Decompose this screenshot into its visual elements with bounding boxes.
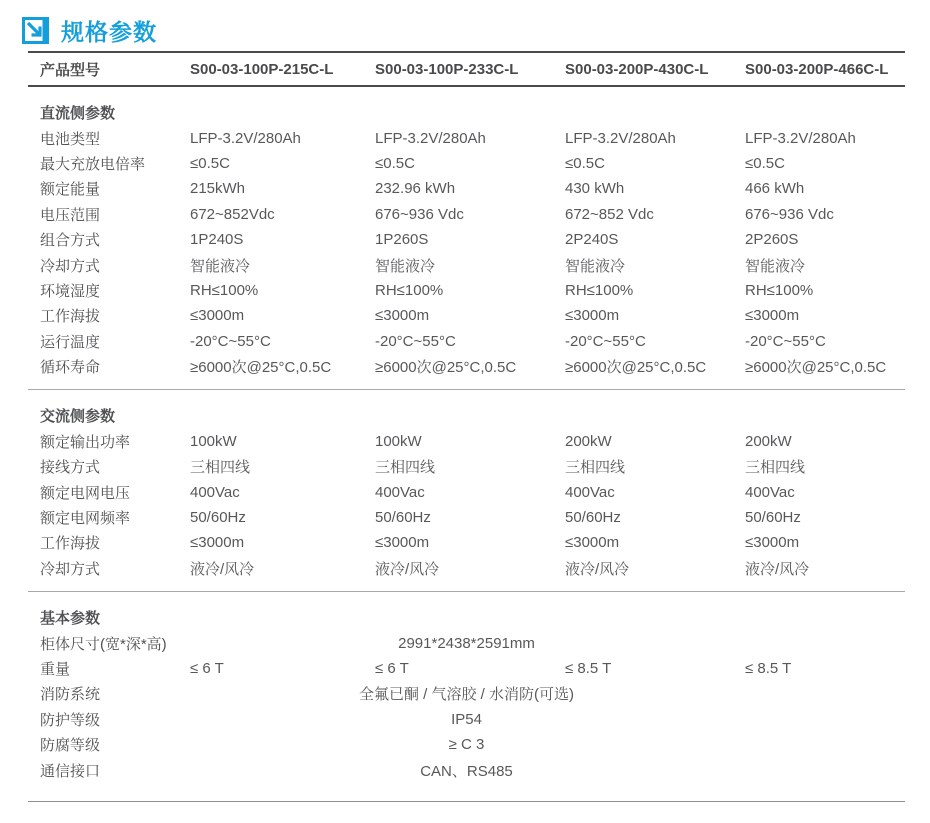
spec-row-value: 智能液冷 <box>745 257 806 275</box>
spec-row-value: 400Vac <box>745 483 795 501</box>
spec-table <box>28 51 905 802</box>
spec-row-value: 215kWh <box>190 180 246 198</box>
spec-row-label: 接线方式 <box>40 459 101 477</box>
spec-row <box>28 707 905 732</box>
spec-section <box>28 591 905 802</box>
spec-row-value: 672~852Vdc <box>190 205 275 223</box>
product-model-header: S00-03-200P-430C-L <box>565 60 709 78</box>
spec-row-label: 防腐等级 <box>40 737 101 755</box>
spec-row-value: RH≤100% <box>375 281 444 299</box>
spec-row <box>28 630 905 655</box>
spec-row-value: -20°C~55°C <box>565 332 646 350</box>
spec-row-value: 50/60Hz <box>745 509 801 527</box>
spec-row <box>28 227 905 252</box>
section-title-row <box>28 403 905 428</box>
spec-row-value: 672~852 Vdc <box>565 205 654 223</box>
spec-row <box>28 125 905 150</box>
spec-row-value: ≤0.5C <box>190 154 230 172</box>
spec-row-value: ≤3000m <box>190 307 245 325</box>
spec-row-value: 1P240S <box>190 231 244 249</box>
spec-row-label: 电池类型 <box>40 130 101 148</box>
table-header-row <box>28 56 905 82</box>
spec-row-value: LFP-3.2V/280Ah <box>745 129 856 147</box>
spec-row-value: LFP-3.2V/280Ah <box>375 129 486 147</box>
spec-row-value: 液冷/风冷 <box>190 560 255 578</box>
spec-row <box>28 176 905 201</box>
spec-row-label: 额定电网电压 <box>40 484 131 502</box>
spec-row-label: 通信接口 <box>40 762 101 780</box>
spec-row <box>28 556 905 581</box>
spec-row-value: 400Vac <box>565 483 615 501</box>
spec-row-label: 额定能量 <box>40 181 101 199</box>
spec-row <box>28 329 905 354</box>
page-title: 规格参数 <box>61 18 157 45</box>
spec-row-value: 100kW <box>190 432 237 450</box>
spec-row-value: ≥6000次@25°C,0.5C <box>375 359 517 377</box>
spec-row-label: 柜体尺寸(宽*深*高) <box>40 635 167 653</box>
spec-section <box>28 87 905 389</box>
spec-row-value: ≤0.5C <box>375 154 415 172</box>
spec-row-value: 50/60Hz <box>375 509 431 527</box>
spec-row-value: 液冷/风冷 <box>565 560 630 578</box>
spec-row-label: 冷却方式 <box>40 257 101 275</box>
spec-row-label: 环境湿度 <box>40 282 101 300</box>
spec-row <box>28 757 905 782</box>
spec-row-value: 2P260S <box>745 231 799 249</box>
section-title: 交流侧参数 <box>40 408 116 426</box>
spec-row-value: ≤3000m <box>190 534 245 552</box>
spec-row-label: 冷却方式 <box>40 560 101 578</box>
spec-row-shared-value: 全氟已酮 / 气溶胶 / 水消防(可选) <box>359 686 574 704</box>
spec-row-value: 三相四线 <box>190 459 251 477</box>
spec-row-label: 工作海拔 <box>40 308 101 326</box>
spec-row-value: 三相四线 <box>565 459 626 477</box>
spec-row-value: ≤3000m <box>375 307 430 325</box>
spec-row-label: 电压范围 <box>40 206 101 224</box>
spec-row-value: ≤0.5C <box>745 154 785 172</box>
spec-row-value: 2P240S <box>565 231 619 249</box>
spec-row-label: 重量 <box>40 661 71 678</box>
spec-row-value: RH≤100% <box>190 281 259 299</box>
spec-section <box>28 389 905 591</box>
product-model-header-label: 产品型号 <box>40 61 101 79</box>
section-title: 基本参数 <box>40 610 101 628</box>
spec-row <box>28 479 905 504</box>
spec-row-value: 液冷/风冷 <box>375 560 440 578</box>
spec-row-value: ≤3000m <box>565 307 620 325</box>
spec-row-label: 循环寿命 <box>40 359 101 377</box>
spec-row-value: 三相四线 <box>745 459 806 477</box>
spec-row-label: 防护等级 <box>40 711 101 729</box>
spec-row-value: ≤ 8.5 T <box>745 660 792 677</box>
spec-row-value: 430 kWh <box>565 180 625 198</box>
spec-row-value: 50/60Hz <box>190 509 246 527</box>
spec-row-shared-value: IP54 <box>451 710 482 728</box>
spec-row-label: 工作海拔 <box>40 535 101 553</box>
spec-row-value: ≤ 8.5 T <box>565 660 612 677</box>
section-title-row <box>28 100 905 125</box>
spec-row <box>28 354 905 379</box>
spec-row-value: 676~936 Vdc <box>375 205 464 223</box>
spec-row <box>28 429 905 454</box>
spec-row-value: -20°C~55°C <box>745 332 826 350</box>
spec-row-value: RH≤100% <box>565 281 634 299</box>
spec-row-shared-value: 2991*2438*2591mm <box>398 634 535 652</box>
spec-row <box>28 530 905 555</box>
spec-row <box>28 151 905 176</box>
spec-row <box>28 454 905 479</box>
spec-row-value: ≤ 6 T <box>375 660 409 677</box>
spec-row-value: ≤3000m <box>565 534 620 552</box>
spec-row-value: 50/60Hz <box>565 509 621 527</box>
product-model-header: S00-03-200P-466C-L <box>745 60 889 78</box>
spec-row-label: 消防系统 <box>40 686 101 704</box>
spec-row-value: ≤3000m <box>745 307 800 325</box>
product-model-header: S00-03-100P-215C-L <box>190 60 334 78</box>
spec-row-label: 额定输出功率 <box>40 433 131 451</box>
spec-row-value: 智能液冷 <box>565 257 626 275</box>
spec-row-label: 额定电网频率 <box>40 510 131 528</box>
spec-row-value: ≥6000次@25°C,0.5C <box>190 359 332 377</box>
spec-row-value: 液冷/风冷 <box>745 560 810 578</box>
spec-row-label: 最大充放电倍率 <box>40 155 146 173</box>
spec-row-value: ≤3000m <box>375 534 430 552</box>
spec-row-value: -20°C~55°C <box>190 332 271 350</box>
spec-row-value: 676~936 Vdc <box>745 205 834 223</box>
spec-row-value: 100kW <box>375 432 422 450</box>
spec-row-label: 组合方式 <box>40 232 101 250</box>
spec-row-value: RH≤100% <box>745 281 814 299</box>
spec-row-value: LFP-3.2V/280Ah <box>565 129 676 147</box>
spec-row-shared-value: CAN、RS485 <box>420 762 513 780</box>
spec-row-value: 200kW <box>565 432 612 450</box>
product-model-header: S00-03-100P-233C-L <box>375 60 519 78</box>
spec-row-value: ≥6000次@25°C,0.5C <box>565 359 707 377</box>
spec-row-value: 1P260S <box>375 231 429 249</box>
spec-row-value: 三相四线 <box>375 459 436 477</box>
page-title-bar <box>0 0 930 48</box>
section-title-row <box>28 605 905 630</box>
spec-row-value: 智能液冷 <box>190 257 251 275</box>
spec-row <box>28 278 905 303</box>
spec-row-value: 400Vac <box>375 483 425 501</box>
spec-table-body <box>28 87 905 802</box>
spec-row <box>28 303 905 328</box>
spec-row-value: ≤0.5C <box>565 154 605 172</box>
spec-row-value: -20°C~55°C <box>375 332 456 350</box>
section-title: 直流侧参数 <box>40 105 116 123</box>
spec-row-value: ≥6000次@25°C,0.5C <box>745 359 887 377</box>
spec-row-value: 400Vac <box>190 483 240 501</box>
spec-row-value: LFP-3.2V/280Ah <box>190 129 301 147</box>
spec-row-value: 200kW <box>745 432 792 450</box>
spec-row <box>28 505 905 530</box>
spec-row-value: ≤3000m <box>745 534 800 552</box>
spec-row <box>28 202 905 227</box>
spec-row <box>28 656 905 681</box>
spec-row-value: 466 kWh <box>745 180 805 198</box>
spec-row-value: ≤ 6 T <box>190 660 224 677</box>
spec-row <box>28 681 905 706</box>
diagonal-arrow-box-icon <box>22 17 49 44</box>
spec-row-value: 232.96 kWh <box>375 180 456 198</box>
spec-row-shared-value: ≥ C 3 <box>448 736 485 754</box>
spec-table-header <box>28 51 905 87</box>
spec-row-value: 智能液冷 <box>375 257 436 275</box>
spec-row-label: 运行温度 <box>40 333 101 351</box>
spec-row <box>28 252 905 277</box>
spec-row <box>28 732 905 757</box>
